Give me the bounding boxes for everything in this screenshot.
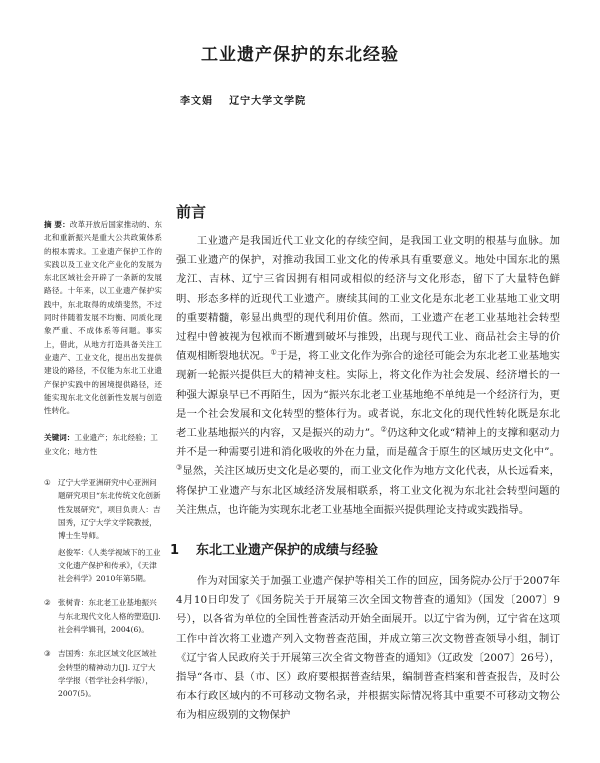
footnote-2: [44, 596, 162, 639]
abstract-text: 改革开放后国家推动的、东北和重新振兴是重大公共政策体系的根本需求。工业遗产保护工作的实践以及工业文化产业化的发展为东北区域社会开辟了一条新的发展路径。十年来，以工业遗产保护实践中，东北取得的成绩斐然，不过同时伴随着发展不均衡、同质化现象严重、不成体系等问题。事实上，借此，从地方打造具备关注工业遗产、工业文化，提出出发提供建设的路径，不仅能为东北工业遗产保护实践中的困境提供路径，还能实现东北文化创新性发展与创造性转化。: [44, 220, 162, 416]
footnote-ref: ①: [270, 348, 277, 357]
keywords-text: 工业遗产；东北经验；工业文化；地方性: [44, 433, 158, 456]
section-title: 东北工业遗产保护的成绩与经验: [196, 543, 379, 559]
paragraph-text: 工业遗产是我国近代工业文化的存续空间，是我国工业文明的根基与血脉。加强工业遗产的保护，对推动我国工业文化的传承具有重要意义。地处中国东北的黑龙江、吉林、辽宁三省因拥有相同或相似的经济与文化形态，留下了大量特色鲜明、形态多样的近现代工业遗产。赓续其间的工业文化是东北老工业基地工业文明的重要精髓，彰显出典型的现代利用价值。然而，工业遗产在老工业基地社会转型过程中曾被视为包袱而不断遭到破坏与推毁，出现与现代工业、商品社会主导的价值观相断裂地状况。: [176, 235, 560, 363]
section-heading: [170, 540, 560, 562]
paragraph-text: 显然，关注区域历史文化是必要的，而工业文化作为地方文化代表，从长远看来，将保护工业遗产与东北区域经济发展相联系，将工业文化视为东北社会转型问题的关注焦点，也许能为实现东北老工业基地全面振兴提供理论支持或实践指导。: [176, 465, 561, 516]
author-affiliation: 辽宁大学文学院: [229, 96, 307, 107]
footnote-text: 赵俊军：《人类学视域下的工业文化遗产保护和传承》，《天津社会科学》2010年第5期。: [58, 547, 161, 584]
preface-paragraph: [176, 232, 560, 520]
footnotes: [44, 476, 162, 703]
author-name: 李文娟: [180, 96, 213, 107]
footnote-text: 辽宁大学亚洲研究中心亚洲问题研究项目“东北传统文化创新性发展研究”，项目负责人：吉国秀，辽宁大学文学院教授，博士生导师。: [58, 478, 161, 541]
keywords-label: 关键词：: [44, 433, 75, 443]
section-paragraph: 作为对国家关于加强工业遗产保护等相关工作的回应，国务院办公厅于2007年4月10日印发了《国务院关于开展第三次全国文物普查的通知》（国发〔2007〕9号），以各省为单位的全国性普查活动开始全面展开。以辽宁省为例，辽宁省在这项工作中首次将工业遗产列入文物普查范围，并成立第三次文物普查领导小组，制订《辽宁省人民政府关于开展第三次全省文物普查的通知》（辽政发〔2007〕26号），指导“各市、县（市、区）政府要根据普查结果，编制普查档案和普查报告，及时公布本行政区域内的不可移动文物名录，并根据实际情况将其中重要不可移动文物公布为相应级别的文物保护: [176, 575, 560, 722]
keywords: [44, 431, 162, 458]
paragraph-text: 仍这种文化或“精神上的支撑和驱动力并不是一种需要引进和消化吸收的外在力量，而是蕴含于原生的区域历史文化中”。: [176, 427, 561, 459]
footnote-number: ①: [44, 478, 51, 488]
footnote-ref: ②: [380, 425, 387, 434]
main-body: [170, 200, 561, 726]
footnote-ref: ③: [176, 463, 183, 472]
abstract-label: 摘 要：: [44, 220, 70, 229]
footnote-number: ③: [44, 649, 51, 659]
article-title: 工业遗产保护的东北经验: [201, 45, 399, 65]
paragraph-text: 于是，将工业文化作为弥合的途径可能会为东北老工业基地实现新一轮振兴提供巨大的精神支柱。实际上，将文化作为社会发展、经济增长的一种强大源泉早已不再陌生，因为“振兴东北老工业基地绝不单纯是一个经济行为，更是一个社会发展和文化转型的整体行为。或者说，东北文化的现代性转化既是东北老工业基地振兴的内容，又是振兴的动力”。: [176, 350, 561, 440]
section-number: 1: [170, 543, 180, 559]
author-line: [180, 92, 318, 107]
footnote-text: 吉国秀：东北区域文化区域社会转型的精神动力[J]. 辽宁大学学报（哲学社会科学版），2007(5)。: [58, 649, 157, 699]
footnote-3: [44, 647, 162, 703]
abstract: [44, 218, 162, 417]
footnote-number: ②: [44, 598, 51, 608]
footnote-1: [44, 476, 162, 588]
left-sidebar: [44, 218, 162, 712]
footnote-text: 张树青：东北老工业基地振兴与东北现代文化人格的塑造[J]. 社会科学辑刊，2004(6)。: [58, 598, 161, 635]
preface-heading: 前言: [176, 203, 207, 221]
